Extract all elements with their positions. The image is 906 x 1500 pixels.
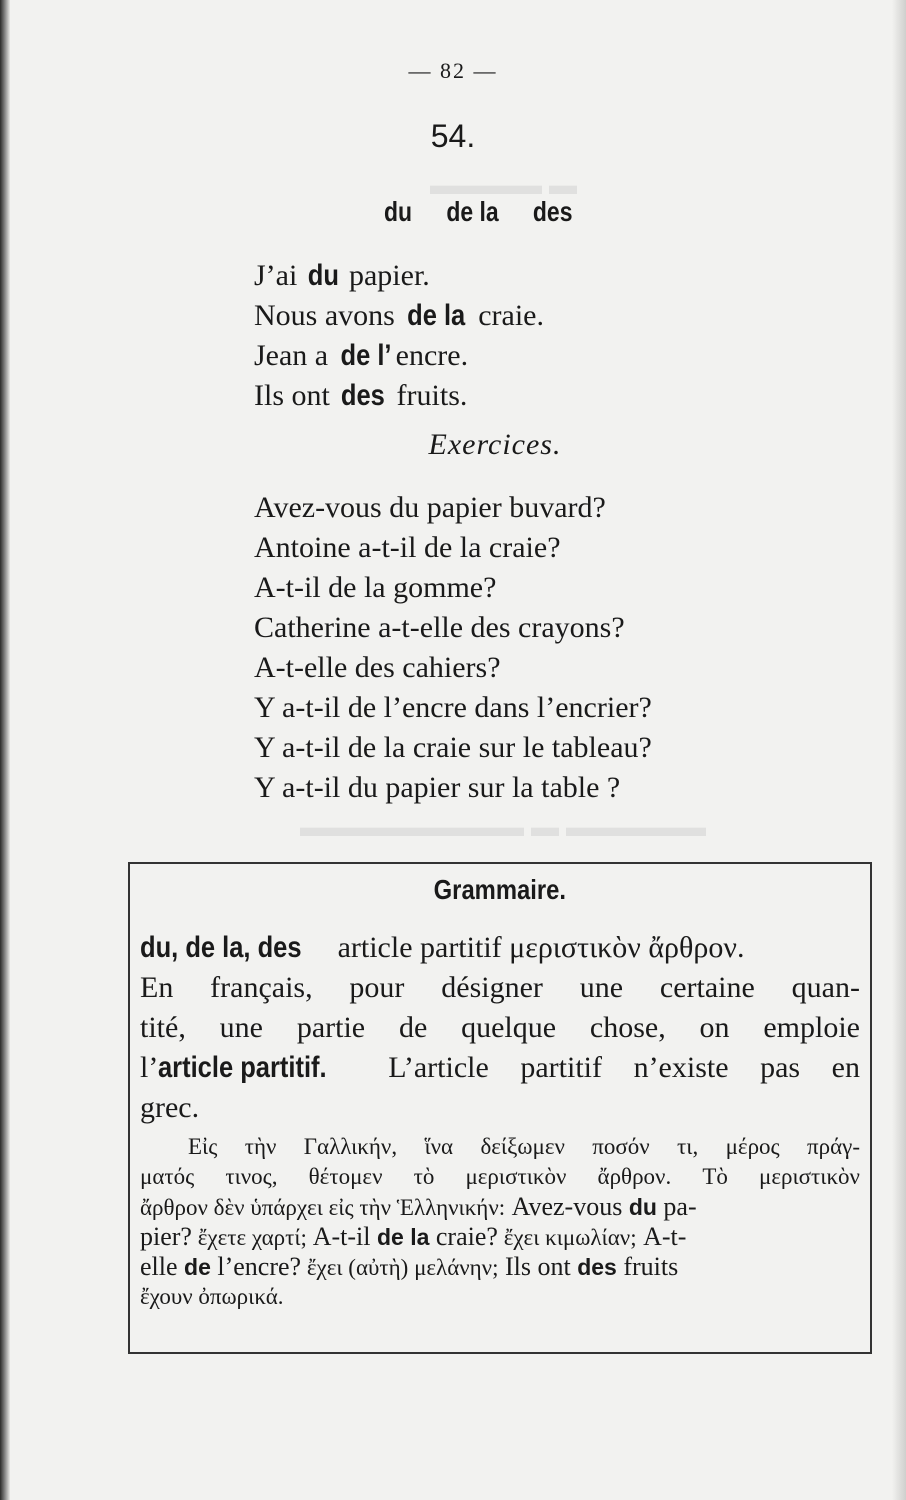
greek-text: ἔχει (αὐτὴ) μελάνην; (301, 1255, 499, 1280)
greek-explanation (140, 1132, 860, 1312)
grammar-line: grec. (140, 1091, 200, 1124)
heading-item-de-la: de la (446, 196, 499, 227)
word: tité, (140, 1011, 186, 1044)
article-bold: de (184, 1254, 211, 1280)
article-partitif-term: article partitif. (158, 1051, 327, 1084)
greek-line (140, 1222, 860, 1252)
article-bold: des (577, 1254, 617, 1280)
exercise-question: A-t-elle des cahiers? (254, 651, 501, 684)
word: pour (349, 971, 405, 1004)
greek-text: ἔχει κιμωλίαν; (497, 1225, 637, 1250)
grammar-articles: du, de la, des (140, 931, 302, 964)
word: une (219, 1011, 263, 1044)
word: quelque (461, 1011, 557, 1044)
heading-item-du: du (384, 196, 413, 227)
french-text: A-t- (636, 1222, 687, 1251)
example-sentence (254, 376, 544, 416)
bleed-through: ▬ ▬▬▬▬ (430, 170, 577, 201)
french-text: pa- (656, 1192, 697, 1221)
greek-line (140, 1192, 860, 1222)
example-sentence (254, 296, 544, 336)
example-sentences (254, 256, 544, 416)
example-sentence (254, 336, 544, 376)
word: de (398, 1011, 428, 1044)
exercise-question: Y a-t-il de l’encre dans l’encrier? (254, 691, 652, 724)
word: τὸ (413, 1164, 435, 1189)
french-text: A-t-il (312, 1222, 377, 1251)
grammar-line (140, 1008, 860, 1048)
word: l’ (140, 1051, 159, 1084)
exercise-question: Antoine a-t-il de la craie? (254, 531, 561, 564)
word: τινος, (225, 1164, 278, 1189)
example-text: Nous avons (254, 299, 403, 332)
exercise-questions (254, 488, 652, 808)
word: μεριστικὸν (465, 1164, 567, 1189)
word: ματός (140, 1164, 195, 1189)
example-text: encre. (395, 339, 469, 372)
word: Τὸ (702, 1164, 728, 1189)
french-text: pier? (140, 1222, 192, 1251)
word: emploie (763, 1011, 860, 1044)
french-text: Avez-vous (505, 1192, 629, 1221)
example-text: craie. (470, 299, 544, 332)
french-text: craie? (429, 1222, 498, 1251)
word: τι, (677, 1134, 699, 1159)
word: μέρος (725, 1134, 780, 1159)
word: τὴν (244, 1134, 277, 1159)
word: L’article (388, 1051, 489, 1084)
example-article: de la (407, 299, 466, 332)
grammar-explanation (140, 928, 860, 1128)
word: En (140, 971, 174, 1004)
word: en (831, 1051, 860, 1084)
word: ἄρθρον. (597, 1164, 672, 1189)
french-text: l’encre? (210, 1252, 302, 1281)
example-text: J’ai (254, 259, 305, 292)
word: français, (210, 971, 313, 1004)
word: δείξωμεν (480, 1134, 565, 1159)
example-text: papier. (341, 259, 430, 292)
exercise-question: Catherine a-t-elle des crayons? (254, 611, 625, 644)
article-heading (384, 196, 614, 228)
exercise-question: A-t-il de la gomme? (254, 571, 497, 604)
word: quan- (791, 971, 860, 1004)
exercise-question: Y a-t-il du papier sur la table ? (254, 771, 621, 804)
bleed-through: ▬▬▬▬▬ ▬ ▬▬▬▬▬▬▬▬ (300, 812, 706, 843)
french-text: Ils ont (498, 1252, 578, 1281)
grammar-title-text: Grammaire. (433, 874, 567, 905)
word: ποσόν (592, 1134, 650, 1159)
example-article: du (307, 259, 339, 292)
word: chose, (589, 1011, 666, 1044)
word-group (140, 1048, 357, 1088)
exercises-title: Exercices. (428, 428, 562, 461)
article-bold: de la (376, 1224, 430, 1250)
article-bold: du (628, 1194, 657, 1220)
example-text: Ils ont (254, 379, 338, 412)
word: partitif (520, 1051, 602, 1084)
example-sentence (254, 256, 544, 296)
grammar-line (140, 1048, 860, 1088)
page-edge-right (892, 0, 906, 1500)
word: Εἰς (188, 1134, 218, 1159)
word: pas (760, 1051, 801, 1084)
greek-line (140, 1162, 860, 1192)
grammar-line (140, 968, 860, 1008)
lesson-number: 54. (430, 118, 476, 154)
greek-line (140, 1132, 860, 1162)
exercise-question: Avez-vous du papier buvard? (254, 491, 606, 524)
greek-text: ἄρθρον δὲν ὑπάρχει εἰς τὴν Ἑλληνικήν: (140, 1195, 506, 1220)
grammar-title (130, 874, 870, 906)
grammar-box (128, 862, 872, 1354)
word: Γαλλικήν, (303, 1134, 398, 1159)
word: désigner (441, 971, 543, 1004)
word: θέτομεν (308, 1164, 383, 1189)
grammar-line (140, 928, 860, 968)
greek-text: ἔχετε χαρτί; (191, 1225, 313, 1250)
word: ἵνα (424, 1134, 454, 1159)
page-edge-left (0, 0, 10, 1500)
word: μεριστικὸν (758, 1164, 860, 1189)
word: certaine (659, 971, 755, 1004)
greek-line: ἔχουν ὀπωρικά. (140, 1284, 284, 1309)
grammar-text: article partitif μεριστικὸν ἄρθρον. (330, 931, 745, 964)
greek-line (140, 1252, 860, 1282)
word: n’existe (633, 1051, 729, 1084)
example-text: Jean a (254, 339, 336, 372)
word: une (579, 971, 624, 1004)
word: on (699, 1011, 730, 1044)
heading-item-des: des (532, 196, 573, 227)
example-article: des (341, 379, 386, 412)
word: πράγ- (807, 1134, 860, 1159)
exercise-question: Y a-t-il de la craie sur le tableau? (254, 731, 652, 764)
example-article: de l’ (340, 339, 392, 372)
page-number: — 82 — (408, 58, 498, 83)
french-text: fruits (616, 1252, 679, 1281)
example-text: fruits. (389, 379, 468, 412)
word: partie (296, 1011, 366, 1044)
french-text: elle (140, 1252, 185, 1281)
